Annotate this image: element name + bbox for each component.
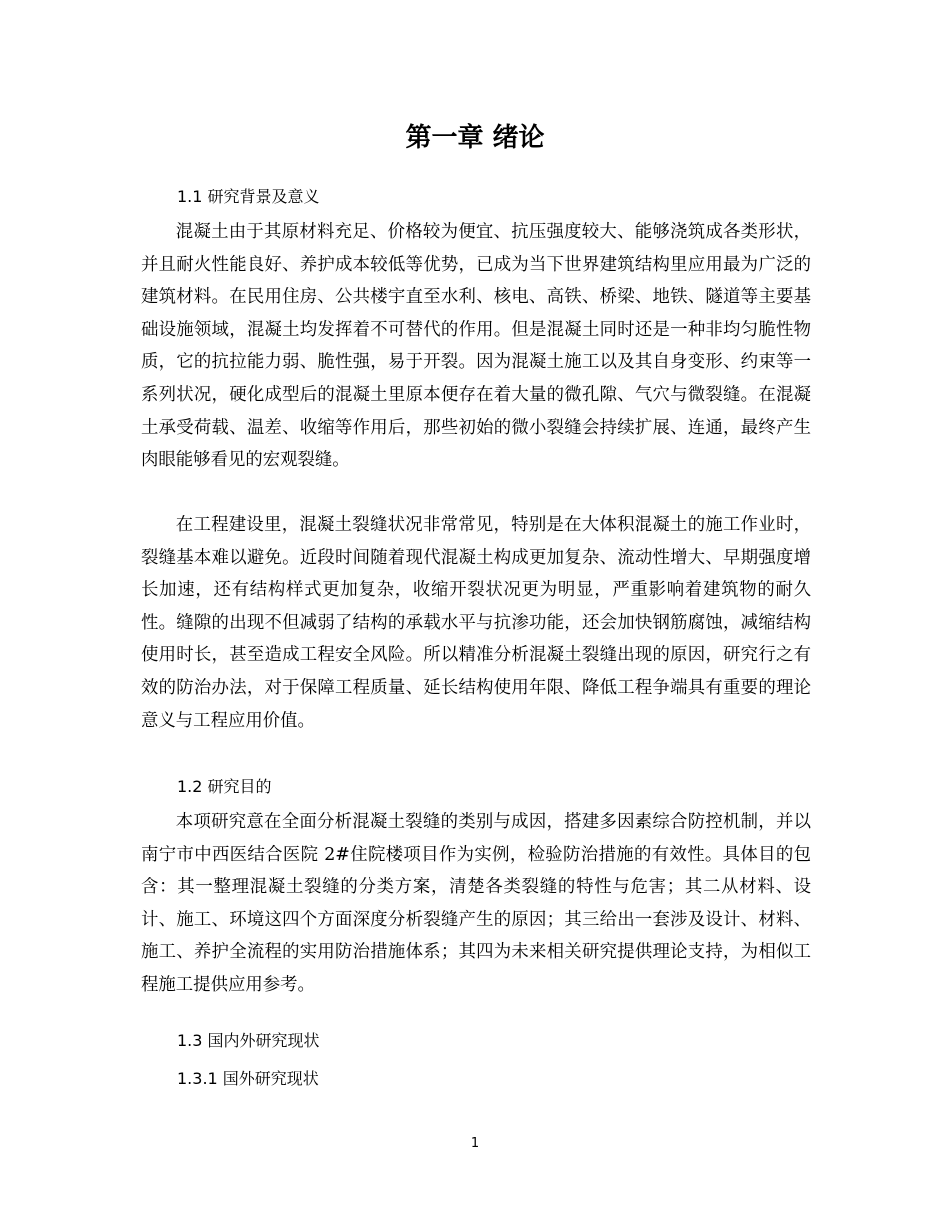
section-heading-1-3-1: 1.3.1 国外研究现状 (177, 1069, 319, 1088)
page-number: 1 (470, 1136, 480, 1151)
section-heading-1-2: 1.2 研究目的 (177, 777, 272, 796)
paragraph-background-1: 混凝土由于其原材料充足、价格较为便宜、抗压强度较大、能够浇筑成各类形状，并且耐火性能良好、养护成本较低等优势，已成为当下世界建筑结构里应用最为广泛的建筑材料。在民用住房、公共楼宇直至水利、核电、高铁、桥梁、地铁、隧道等主要基础设施领域，混凝土均发挥着不可替代的作用。但是混凝土同时还是一种非均匀脆性物质，它的抗拉能力弱、脆性强，易于开裂。因为混凝土施工以及其自身变形、约束等一系列状况，硬化成型后的混凝土里原本便存在着大量的微孔隙、气穴与微裂缝。在混凝土承受荷载、温差、收缩等作用后，那些初始的微小裂缝会持续扩展、连通，最终产生肉眼能够看见的宏观裂缝。 (141, 222, 811, 471)
section-heading-1-3: 1.3 国内外研究现状 (177, 1031, 320, 1050)
paragraph-background-2: 在工程建设里，混凝土裂缝状况非常常见，特别是在大体积混凝土的施工作业时，裂缝基本难以避免。近段时间随着现代混凝土构成更加复杂、流动性增大、早期强度增长加速，还有结构样式更加复杂，收缩开裂状况更为明显，严重影响着建筑物的耐久性。缝隙的出现不但减弱了结构的承载水平与抗渗功能，还会加快钢筋腐蚀，减缩结构使用时长，甚至造成工程安全风险。所以精准分析混凝土裂缝出现的原因，研究行之有效的防治办法，对于保障工程质量、延长结构使用年限、降低工程争端具有重要的理论意义与工程应用价值。 (141, 515, 811, 731)
paragraph-purpose: 本项研究意在全面分析混凝土裂缝的类别与成因，搭建多因素综合防控机制，并以南宁市中西医结合医院 2#住院楼项目作为实例，检验防治措施的有效性。具体目的包含：其一整理混凝土裂缝的分类方案，清楚各类裂缝的特性与危害；其二从材料、设计、施工、环境这四个方面深度分析裂缝产生的原因；其三给出一套涉及设计、材料、施工、养护全流程的实用防治措施体系；其四为未来相关研究提供理论支持，为相似工程施工提供应用参考。 (141, 812, 811, 995)
section-heading-1-1: 1.1 研究背景及意义 (177, 187, 320, 206)
chapter-title: 第一章 绪论 (405, 123, 545, 153)
